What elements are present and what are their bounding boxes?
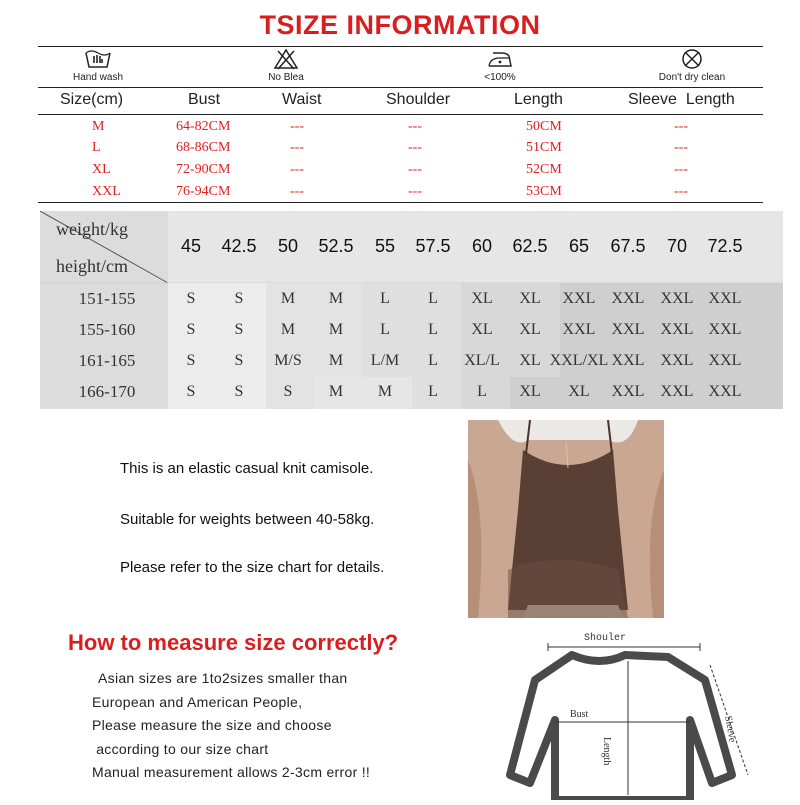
grid-cell: XXL	[562, 290, 596, 307]
grid-cell: M	[377, 383, 393, 400]
size-cell: 52CM	[526, 162, 562, 177]
size-cell: 76-94CM	[176, 184, 231, 199]
col-header-sleeve-length: Sleeve Length	[628, 91, 735, 108]
grid-cell: M	[328, 383, 344, 400]
grid-cell: XL	[471, 290, 493, 307]
grid-cell: S	[234, 290, 244, 307]
hand-wash-icon	[83, 47, 113, 71]
care-no-dry-clean	[622, 47, 762, 83]
grid-cell: XL	[519, 321, 541, 338]
iron-icon	[485, 47, 515, 71]
grid-cell: M	[280, 290, 296, 307]
grid-cell: XL	[471, 321, 493, 338]
weight-value: 65	[568, 236, 590, 256]
col-header-length: Length	[514, 91, 563, 108]
grid-cell: XXL	[660, 352, 694, 369]
size-cell: ---	[408, 119, 422, 134]
care-iron	[430, 47, 570, 83]
size-cell: 68-86CM	[176, 140, 231, 155]
no-bleach-icon	[271, 47, 301, 71]
size-cell: 50CM	[526, 119, 562, 134]
measurement-diagram	[500, 625, 760, 800]
weight-value: 60	[471, 236, 493, 256]
size-cell: ---	[674, 184, 688, 199]
divider	[38, 202, 763, 203]
grid-cell: XXL	[611, 321, 645, 338]
col-header-shoulder: Shoulder	[386, 91, 451, 108]
description-line: Suitable for weights between 40-58kg.	[120, 511, 375, 528]
grid-cell: S	[186, 352, 196, 369]
grid-cell: XXL	[708, 352, 742, 369]
weight-value: 57.5	[415, 236, 451, 256]
size-cell: ---	[290, 162, 304, 177]
grid-cell: XXL	[708, 321, 742, 338]
grid-cell: XXL	[611, 352, 645, 369]
measure-line: Manual measurement allows 2-3cm error !!	[92, 764, 371, 780]
size-cell: M	[92, 119, 105, 134]
grid-cell: XL	[519, 290, 541, 307]
divider	[38, 87, 763, 88]
measure-title: How to measure size correctly?	[68, 630, 399, 655]
grid-cell: XXL	[660, 290, 694, 307]
grid-cell: XXL	[708, 383, 742, 400]
grid-cell: M	[328, 321, 344, 338]
measure-line: according to our size chart	[92, 741, 269, 757]
grid-cell: L	[428, 290, 438, 307]
grid-cell: XXL	[562, 321, 596, 338]
height-range: 166-170	[78, 382, 136, 401]
height-range: 151-155	[78, 289, 136, 308]
size-cell: ---	[290, 140, 304, 155]
divider	[38, 114, 763, 115]
size-cell: 51CM	[526, 140, 562, 155]
grid-cell: S	[186, 290, 196, 307]
grid-cell: XXL	[660, 383, 694, 400]
grid-cell: S	[234, 321, 244, 338]
care-label: Don't dry clean	[658, 72, 726, 83]
grid-cell: L	[428, 321, 438, 338]
size-cell: ---	[674, 119, 688, 134]
weight-value: 52.5	[318, 236, 354, 256]
grid-cell: L	[380, 290, 390, 307]
care-hand-wash	[28, 47, 168, 83]
grid-cell: XXL	[611, 290, 645, 307]
size-cell: ---	[408, 184, 422, 199]
description-line: This is an elastic casual knit camisole.	[120, 460, 374, 477]
care-label: No Blea	[268, 72, 304, 83]
grid-cell: L	[428, 383, 438, 400]
height-range: 161-165	[78, 351, 136, 370]
weight-value: 55	[374, 236, 396, 256]
size-cell: L	[92, 140, 101, 155]
size-cell: ---	[674, 162, 688, 177]
grid-cell: XL	[519, 352, 541, 369]
grid-cell: S	[234, 383, 244, 400]
care-label: Hand wash	[72, 72, 124, 83]
grid-cell: L	[380, 321, 390, 338]
height-label: height/cm	[56, 256, 128, 276]
grid-cell: L/M	[370, 352, 400, 369]
size-cell: ---	[674, 140, 688, 155]
weight-value: 67.5	[610, 236, 646, 256]
measure-line: Please measure the size and choose	[92, 717, 332, 733]
weight-value: 62.5	[512, 236, 548, 256]
grid-cell: S	[283, 383, 293, 400]
grid-cell: M	[280, 321, 296, 338]
grid-cell: XXL	[660, 321, 694, 338]
weight-value: 42.5	[221, 236, 257, 256]
product-photo	[468, 420, 664, 618]
bust-label: Bust	[570, 709, 589, 720]
grid-cell: XXL	[611, 383, 645, 400]
grid-cell: XL	[568, 383, 590, 400]
sweater-outline	[500, 625, 760, 800]
weight-value: 70	[666, 236, 688, 256]
weight-value: 45	[180, 236, 202, 256]
size-cell: 53CM	[526, 184, 562, 199]
col-header-size: Size(cm)	[60, 91, 124, 108]
description-line: Please refer to the size chart for details.	[120, 559, 385, 576]
measure-line: European and American People,	[92, 694, 303, 710]
grid-cell: S	[186, 383, 196, 400]
camisole-image	[468, 420, 664, 618]
page-title: TSIZE INFORMATION	[259, 10, 541, 40]
size-cell: ---	[408, 162, 422, 177]
size-cell: XL	[92, 162, 111, 177]
grid-cell: M	[328, 352, 344, 369]
height-range: 155-160	[78, 320, 136, 339]
grid-cell: L	[428, 352, 438, 369]
grid-cell: XXL/XL	[549, 352, 609, 369]
size-cell: ---	[290, 119, 304, 134]
col-header-bust: Bust	[188, 91, 221, 108]
size-cell: ---	[290, 184, 304, 199]
measure-line: Asian sizes are 1to2sizes smaller than	[98, 670, 348, 686]
size-cell: 64-82CM	[176, 119, 231, 134]
care-label: <100%	[484, 72, 516, 83]
grid-cell: XL	[519, 383, 541, 400]
weight-value: 50	[277, 236, 299, 256]
care-no-bleach	[216, 47, 356, 83]
weight-label: weight/kg	[56, 219, 128, 239]
grid-cell: L	[477, 383, 487, 400]
grid-cell: S	[234, 352, 244, 369]
grid-cell: M	[328, 290, 344, 307]
grid-cell: M/S	[274, 352, 302, 369]
size-cell: ---	[408, 140, 422, 155]
shoulder-label: Shouler	[584, 633, 627, 644]
grid-cell: XXL	[708, 290, 742, 307]
weight-value: 72.5	[707, 236, 743, 256]
grid-cell: XL/L	[464, 352, 500, 369]
col-header-waist: Waist	[282, 91, 322, 108]
size-cell: 72-90CM	[176, 162, 231, 177]
length-label: Length	[601, 737, 612, 766]
no-dry-clean-icon	[677, 47, 707, 71]
size-cell: XXL	[92, 184, 121, 199]
grid-cell: S	[186, 321, 196, 338]
sleeve-label: Sleeve	[722, 715, 738, 744]
